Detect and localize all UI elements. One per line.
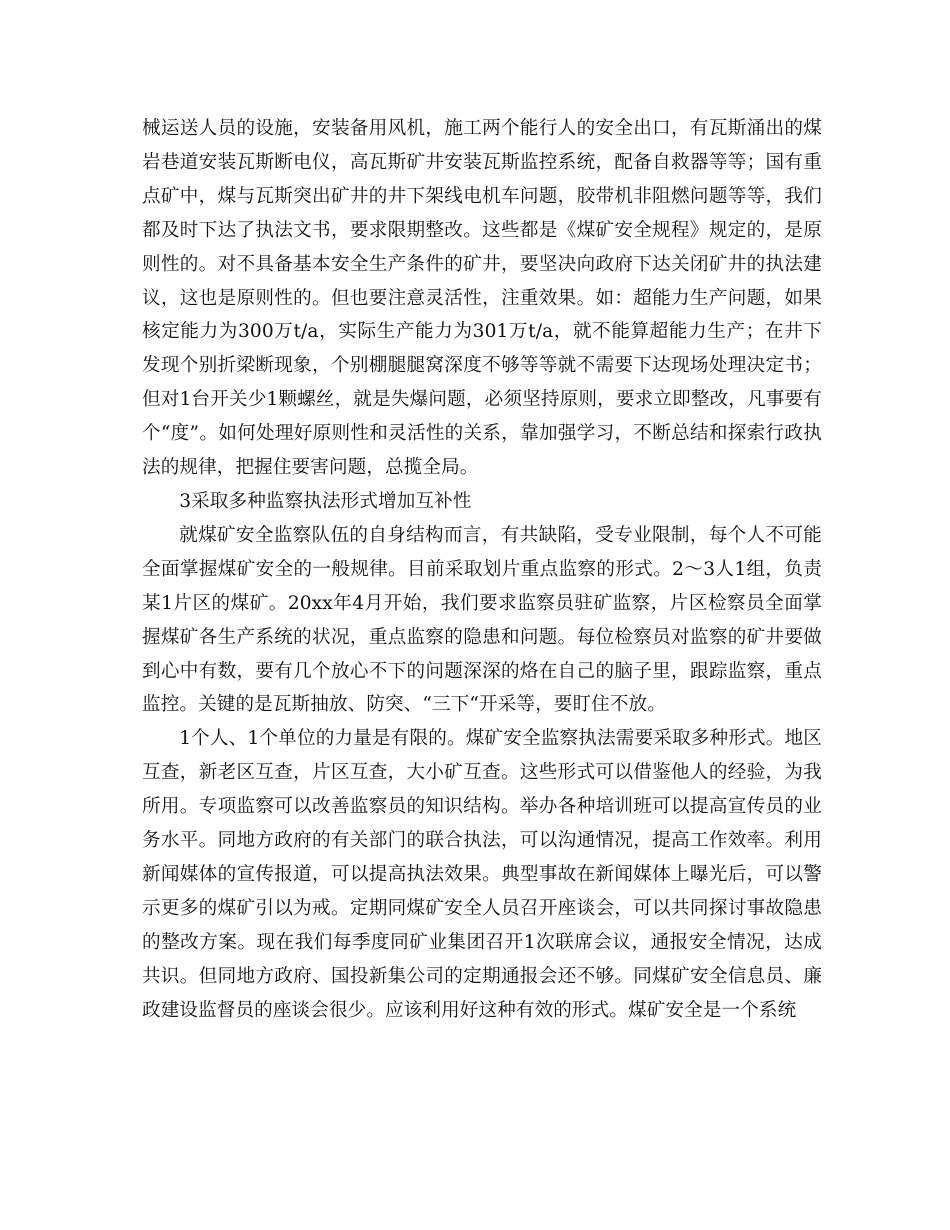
- section-heading: 3采取多种监察执法形式增加互补性: [179, 490, 472, 512]
- paragraph-supervision-structure: 就煤矿安全监察队伍的自身结构而言，有共缺陷，受专业限制，每个人不可能全面掌握煤矿安全的一般规律。目前采取划片重点监察的形式。2～3人1组，负责某1片区的煤矿。20xx年4月开始，我们要求监察员驻矿监察，片区检察员全面掌握煤矿各生产系统的状况，重点监察的隐患和问题。每位检察员对监察的矿井要做到心中有数，要有几个放心不下的问题深深的烙在自己的脑子里，跟踪监察，重点监控。关键的是瓦斯抽放、防突、“三下“开采等，要盯住不放。: [142, 524, 822, 716]
- paragraph-continuation: 械运送人员的设施，安装备用风机，施工两个能行人的安全出口，有瓦斯涌出的煤岩巷道安装瓦斯断电仪，高瓦斯矿井安装瓦斯监控系统，配备自救器等等；国有重点矿中，煤与瓦斯突出矿井的井下架线电机车问题，胶带机非阻燃问题等等，我们都及时下达了执法文书，要求限期整改。这些都是《煤矿安全规程》规定的，是原则性的。对不具备基本安全生产条件的矿井，要坚决向政府下达关闭矿井的执法建议，这也是原则性的。但也要注意灵活性，注重效果。如：超能力生产问题，如果核定能力为300万t/a，实际生产能力为301万t/a，就不能算超能力生产；在井下发现个别折梁断现象，个别棚腿腿窝深度不够等等就不需要下达现场处理决定书；但对1台开关少1颗螺丝，就是失爆问题，必须坚持原则，要求立即整改，凡事要有个“度”。如何处理好原则性和灵活性的关系，靠加强学习，不断总结和探索行政执法的规律，把握住要害问题，总揽全局。: [142, 118, 822, 479]
- document-page: [142, 112, 822, 1027]
- paragraph-multiple-forms: 1个人、1个单位的力量是有限的。煤矿安全监察执法需要采取多种形式。地区互查，新老区互查，片区互查，大小矿互查。这些形式可以借鉴他人的经验，为我所用。专项监察可以改善监察员的知识结构。举办各种培训班可以提高宣传员的业务水平。同地方政府的有关部门的联合执法，可以沟通情况，提高工作效率。利用新闻媒体的宣传报道，可以提高执法效果。典型事故在新闻媒体上曝光后，可以警示更多的煤矿引以为戒。定期同煤矿安全人员召开座谈会，可以共同探讨事故隐患的整改方案。现在我们每季度同矿业集团召开1次联席会议，通报安全情况，达成共识。但同地方政府、国投新集公司的定期通报会还不够。同煤矿安全信息员、廉政建设监督员的座谈会很少。应该利用好这种有效的形式。煤矿安全是一个系统: [142, 728, 822, 1021]
